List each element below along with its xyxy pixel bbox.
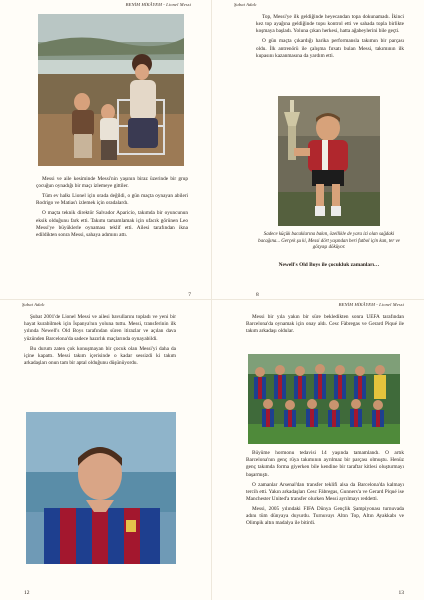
paragraph: Şubat 2001'de Lionel Messi ve ailesi bavullarını topladı ve yeni bir hayat kurabilmek için İspanya'nın yoluna tuttu. Messi, transferinin ilk yılında Newell's Old Boys tarafından süren itirazlar ve açılan dava yüzünden Barcelona'da sadece hazırlık maçlarında oynayabildi. [24, 314, 176, 342]
body-text [36, 176, 188, 242]
running-header: Şubat Adalı [22, 302, 45, 307]
paragraph: Messi ve aile kesiminde Messi'nin yaşının biraz üzerinde bir grup çocuğun oynadığı bir maçı izlemeye gittiler. [36, 176, 188, 190]
page-bottom-right [212, 292, 424, 600]
running-header: Şubat Adalı [234, 2, 257, 7]
paragraph: O maçta teknik direktör Salvador Aparicio, takımda bir oyuncunun eksik olduğunu fark etti. Takımı tamamlamak için ufacık görünen Leo Messi'ye büyüklerle oynaması teklif etti. Ailesi tarafından ikna edildikten sonra Messi, sahaya adımını attı. [36, 210, 188, 239]
running-header: BENİM HİKÂYEM - Lionel Messi [338, 302, 404, 307]
body-text [246, 314, 404, 338]
team-photo [248, 354, 400, 444]
page-number: 13 [398, 590, 404, 596]
page-top-right [212, 0, 424, 300]
barcelona-youth-photo [26, 412, 176, 564]
paragraph: Tüm ev halkı Lionel için orada değildi, o gün maçta oynayan abileri Rodrigo ve Matias'ı izlemek için oradalardı. [36, 193, 188, 207]
paragraph: Messi, 2005 yılındaki FIFA Dünya Gençlik Şampiyonası turnuvada adını tüm dünyaya duyurdu. Turnuvayı Altın Top, Altın Ayakkabı ve Olimpik altın madalya ile bitirdi. [246, 506, 404, 527]
body-text [24, 314, 176, 370]
paragraph: O gün maçta çıkardığı harika performansla takımın bir parçası oldu. İlk antrenörü ile çalışma fırsatı bulan Messi, takımının ilk kupasını kazanmasına da yardım etti. [256, 38, 404, 59]
family-photo [38, 14, 184, 166]
photo-caption-title: Newell's Old Boys ile çocukluk zamanları… [278, 262, 380, 268]
paragraph: Bu durum zaten çok konuşmayan bir çocuk olan Messi'yi daha da içine kapattı. Messi takım içerisinde o kadar sessizdi ki takım arkadaşları onun tam bir aptal olduğunu düşünüyordu. [24, 345, 176, 367]
paragraph: Messi bir yıla yakın bir süre bekledikten sonra UEFA tarafından Barcelona'da oynamak için onay aldı. Cesc Fàbregas ve Gerard Piqué ile takım arkadaşı oldular. [246, 314, 404, 335]
body-text [246, 450, 404, 530]
page-bottom-left [0, 292, 212, 600]
page-top-left [0, 0, 212, 300]
paragraph: Top, Messi'ye ilk geldiğinde heyecandan topa dokunamadı. İkinci kez top ayağına geldiğinde topu kontrol etti ve sahada topla birlikte koşmaya başladı. Yoluna çıkan herkesi, hatta ağabeylerini bile geçti. [256, 14, 404, 35]
page-number: 8 [256, 292, 259, 298]
page-number: 7 [188, 292, 191, 298]
paragraph: O zamanlar Arsenal'dan transfer teklifi alsa da Barcelona'da kalmayı tercih etti. Yakın arkadaşları Cesc Fàbregas, Gunners'a ve Gerard Piqué ise Manchester United'a transfer olurken Messi ayrılmayı reddetti. [246, 481, 404, 503]
photo-caption: Sadece küçük bacaklarına bakın, özellikle de yara izi olan sağdaki bacağına... Gerçek şu ki, Messi dört yaşından beri futbol için kan, ter ve gözyaşı döküyor. [258, 232, 400, 250]
page-number: 12 [24, 590, 30, 596]
body-text [256, 14, 404, 63]
running-header: BENİM HİKÂYEM - Lionel Messi [125, 2, 191, 7]
trophy-photo [278, 96, 380, 226]
paragraph: Büyüme hormonu tedavisi 14 yaşında tamamlandı. O artık Barcelona'nın genç rüya takımının ayrılmaz bir parçası olmuştu. Henüz genç takımda forma giyerken bile kendine bir taraftar kitlesi oluşturmayı başarmıştı. [246, 450, 404, 478]
